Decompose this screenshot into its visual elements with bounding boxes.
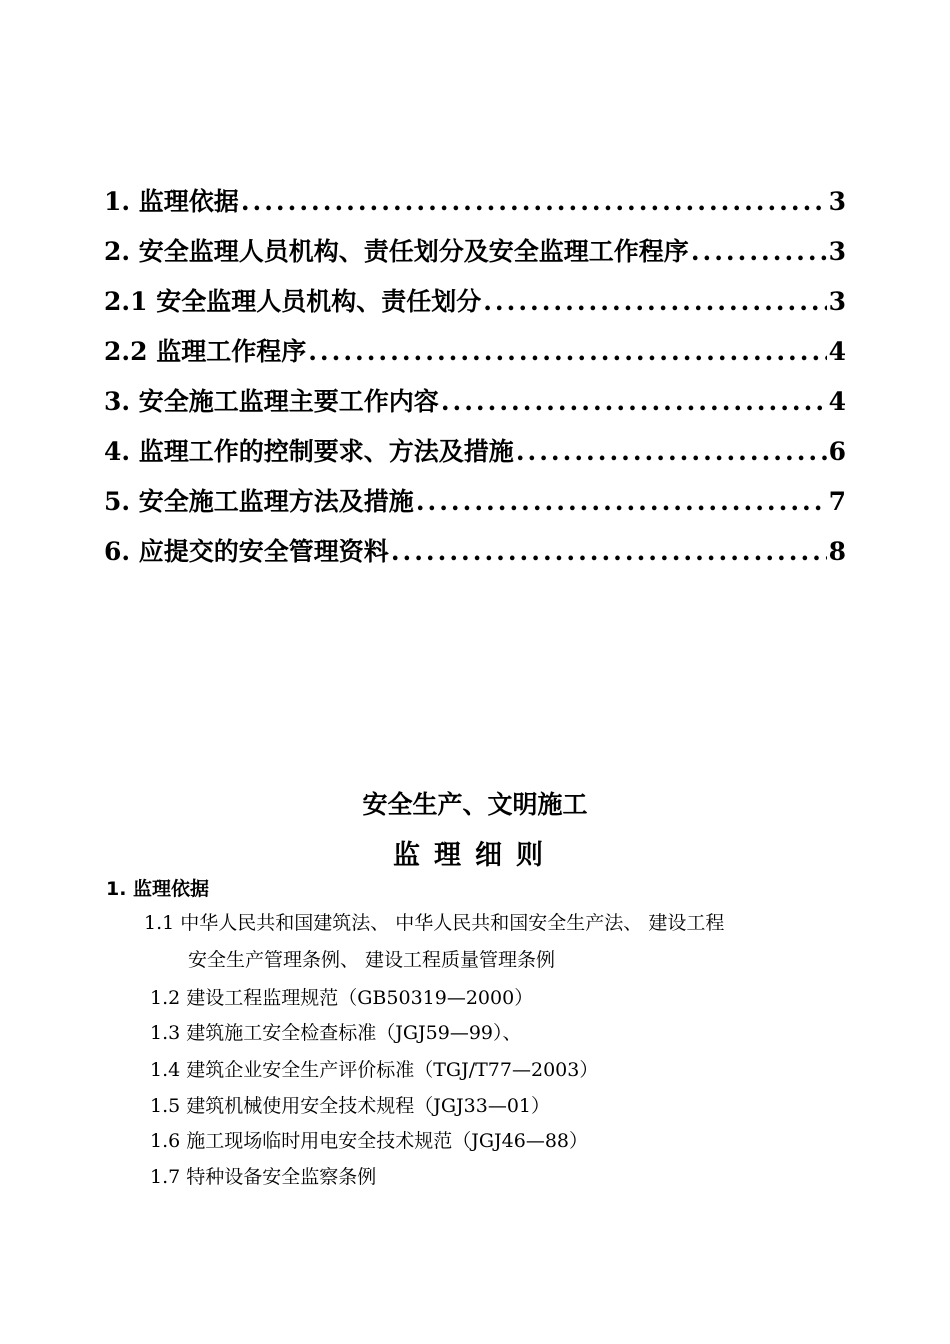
toc-entry-2[interactable]	[104, 232, 846, 282]
toc-leader-dots	[516, 437, 827, 466]
toc-leader-dots	[441, 387, 827, 416]
basis-item-1-6: 1.6 施工现场临时用电安全技术规范（JGJ46—88）	[150, 1130, 589, 1152]
toc-page-number: 3	[828, 287, 846, 316]
toc-entry-6[interactable]	[104, 532, 846, 582]
toc-page-number: 3	[828, 187, 846, 216]
basis-item-1-5: 1.5 建筑机械使用安全技术规程（JGJ33—01）	[150, 1095, 551, 1117]
toc-leader-dots	[308, 337, 826, 366]
section-heading: 1. 监理依据	[106, 878, 210, 900]
document-subtitle: 监理细则	[393, 840, 557, 871]
table-of-contents	[104, 182, 846, 582]
toc-entry-4[interactable]	[104, 432, 846, 482]
toc-entry-text: 4. 监理工作的控制要求、方法及措施	[104, 437, 514, 466]
toc-page-number: 8	[828, 537, 846, 566]
toc-leader-dots	[416, 487, 827, 516]
toc-entry-text: 2.2 监理工作程序	[104, 337, 307, 366]
basis-item-1-7: 1.7 特种设备安全监察条例	[150, 1166, 377, 1188]
toc-page-number: 7	[828, 487, 846, 516]
basis-item-1-1: 1.1 中华人民共和国建筑法、 中华人民共和国安全生产法、 建设工程	[144, 912, 725, 934]
toc-entry-text: 6. 应提交的安全管理资料	[104, 537, 389, 566]
toc-entry-2-1[interactable]	[104, 282, 846, 332]
toc-entry-text: 5. 安全施工监理方法及措施	[104, 487, 414, 516]
basis-item-1-3: 1.3 建筑施工安全检查标准（JGJ59—99）、	[150, 1022, 522, 1044]
toc-leader-dots	[391, 537, 827, 566]
toc-entry-5[interactable]	[104, 482, 846, 532]
toc-entry-text: 1. 监理依据	[104, 187, 239, 216]
toc-leader-dots	[483, 287, 826, 316]
toc-leader-dots	[241, 187, 827, 216]
toc-page-number: 4	[828, 387, 846, 416]
toc-entry-2-2[interactable]	[104, 332, 846, 382]
basis-item-1-1-continued: 安全生产管理条例、 建设工程质量管理条例	[188, 949, 556, 971]
basis-item-1-4: 1.4 建筑企业安全生产评价标准（TGJ/T77—2003）	[150, 1059, 599, 1081]
toc-entry-3[interactable]	[104, 382, 846, 432]
toc-entry-1[interactable]	[104, 182, 846, 232]
toc-page-number: 4	[828, 337, 846, 366]
basis-item-1-2: 1.2 建设工程监理规范（GB50319—2000）	[150, 987, 534, 1009]
toc-leader-dots	[691, 237, 827, 266]
toc-entry-text: 2. 安全监理人员机构、责任划分及安全监理工作程序	[104, 237, 689, 266]
document-title: 安全生产、文明施工	[362, 790, 588, 819]
toc-entry-text: 3. 安全施工监理主要工作内容	[104, 387, 439, 416]
toc-entry-text: 2.1 安全监理人员机构、责任划分	[104, 287, 482, 316]
toc-page-number: 6	[828, 437, 846, 466]
toc-page-number: 3	[828, 237, 846, 266]
